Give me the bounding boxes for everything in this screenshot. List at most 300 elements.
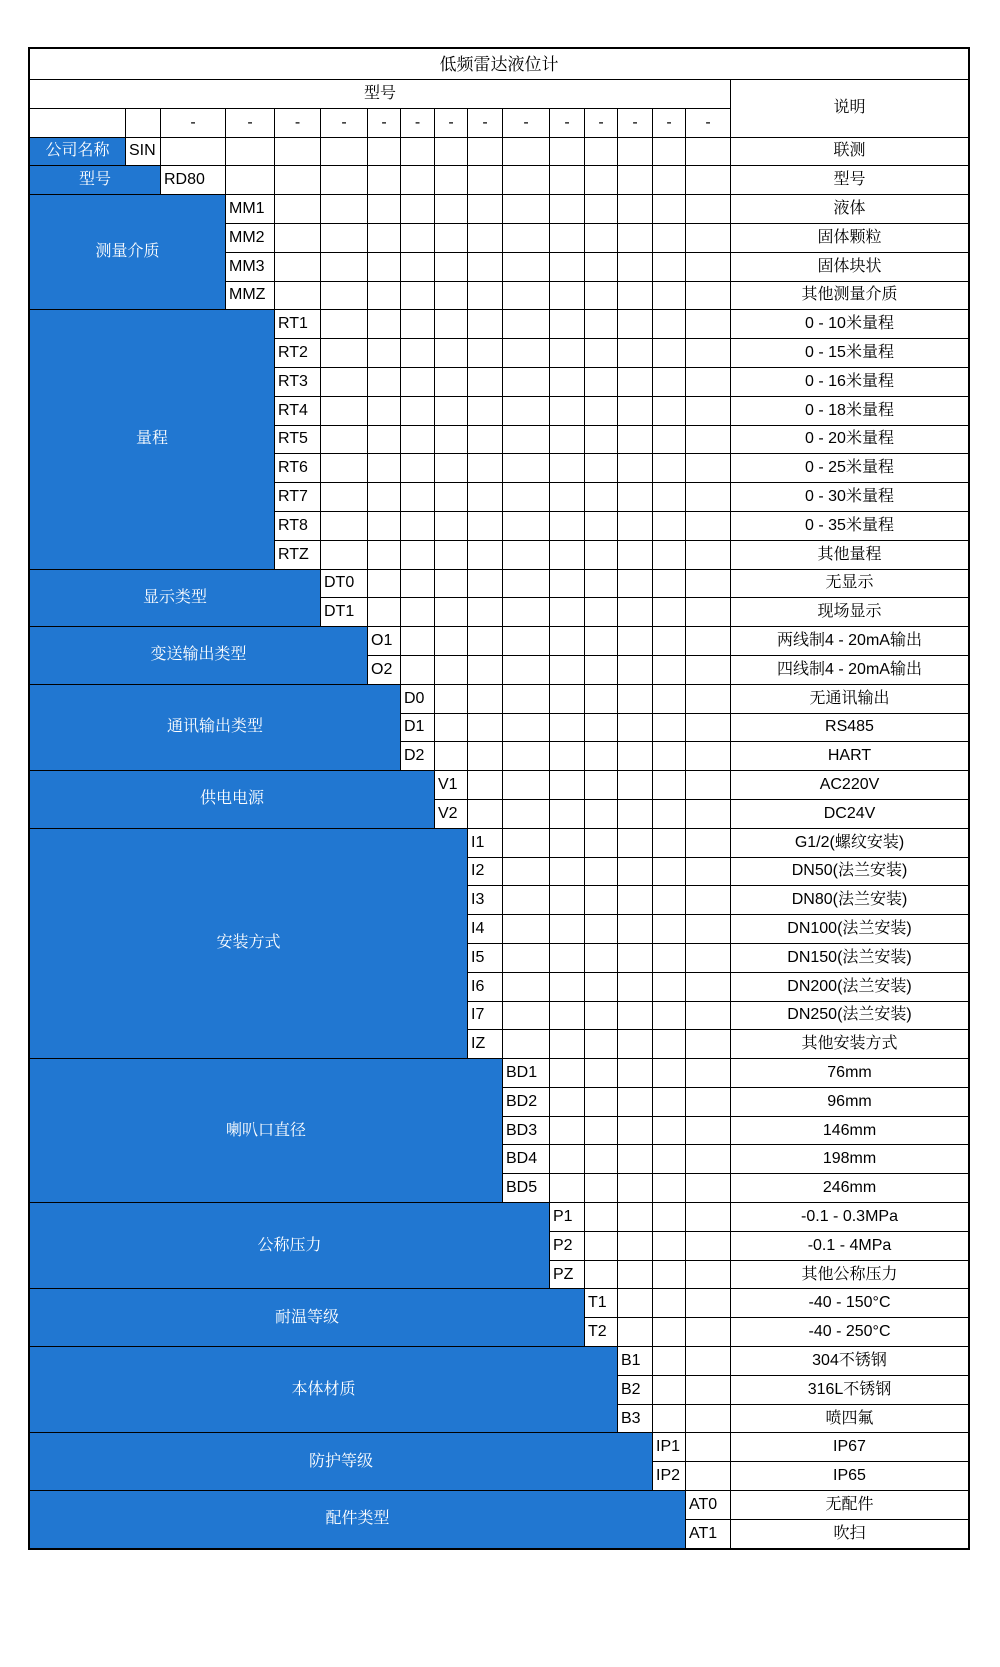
empty-cell xyxy=(585,397,617,425)
empty-cell xyxy=(618,166,652,194)
description-cell: 其他测量介质 xyxy=(731,282,968,310)
empty-cell xyxy=(226,166,274,194)
empty-cell xyxy=(550,1002,584,1030)
empty-cell xyxy=(585,339,617,367)
code-cell: MM1 xyxy=(226,195,274,223)
empty-cell xyxy=(585,282,617,310)
empty-cell xyxy=(321,195,367,223)
empty-cell xyxy=(686,426,730,454)
empty-cell xyxy=(653,1318,685,1346)
empty-cell xyxy=(550,426,584,454)
empty-cell xyxy=(618,426,652,454)
empty-cell xyxy=(503,858,549,886)
empty-cell xyxy=(686,1318,730,1346)
empty-cell xyxy=(321,138,367,166)
empty-cell xyxy=(368,339,400,367)
empty-cell xyxy=(686,397,730,425)
empty-cell xyxy=(503,771,549,799)
empty-cell xyxy=(585,598,617,626)
code-cell: RT4 xyxy=(275,397,320,425)
empty-cell xyxy=(503,800,549,828)
empty-cell xyxy=(401,224,434,252)
empty-cell xyxy=(401,310,434,338)
empty-cell xyxy=(401,598,434,626)
empty-cell xyxy=(468,598,502,626)
empty-cell xyxy=(585,512,617,540)
description-cell: 198mm xyxy=(731,1145,968,1173)
empty-cell xyxy=(653,512,685,540)
empty-cell xyxy=(618,858,652,886)
description-cell: 其他公称压力 xyxy=(731,1261,968,1289)
dash-cell: - xyxy=(226,109,274,137)
empty-cell xyxy=(368,397,400,425)
empty-cell xyxy=(321,512,367,540)
empty-cell xyxy=(585,1088,617,1116)
empty-cell xyxy=(618,829,652,857)
empty-cell xyxy=(435,426,467,454)
dash-row-label-spacer xyxy=(30,109,125,137)
empty-cell xyxy=(686,1117,730,1145)
section-label-6: 通讯输出类型 xyxy=(30,685,400,770)
description-cell: DN250(法兰安装) xyxy=(731,1002,968,1030)
empty-cell xyxy=(468,310,502,338)
empty-cell xyxy=(686,483,730,511)
empty-cell xyxy=(401,339,434,367)
empty-cell xyxy=(550,685,584,713)
description-cell: 0 - 35米量程 xyxy=(731,512,968,540)
description-cell: 0 - 25米量程 xyxy=(731,454,968,482)
empty-cell xyxy=(401,570,434,598)
code-cell: I5 xyxy=(468,944,502,972)
empty-cell xyxy=(401,541,434,569)
description-cell: DN200(法兰安装) xyxy=(731,973,968,1001)
empty-cell xyxy=(618,627,652,655)
dash-cell: - xyxy=(653,109,685,137)
empty-cell xyxy=(653,598,685,626)
empty-cell xyxy=(618,224,652,252)
empty-cell xyxy=(686,1002,730,1030)
empty-cell xyxy=(585,973,617,1001)
empty-cell xyxy=(401,397,434,425)
empty-cell xyxy=(618,368,652,396)
empty-cell xyxy=(503,138,549,166)
empty-cell xyxy=(401,627,434,655)
description-cell: DN150(法兰安装) xyxy=(731,944,968,972)
dash-cell: - xyxy=(401,109,434,137)
empty-cell xyxy=(585,627,617,655)
empty-cell xyxy=(686,253,730,281)
empty-cell xyxy=(435,656,467,684)
empty-cell xyxy=(585,1232,617,1260)
section-label-7: 供电电源 xyxy=(30,771,434,828)
empty-cell xyxy=(653,339,685,367)
empty-cell xyxy=(503,598,549,626)
empty-cell xyxy=(618,656,652,684)
empty-cell xyxy=(653,1088,685,1116)
code-cell: O2 xyxy=(368,656,400,684)
empty-cell xyxy=(686,368,730,396)
empty-cell xyxy=(550,1059,584,1087)
empty-cell xyxy=(618,138,652,166)
code-cell: RTZ xyxy=(275,541,320,569)
empty-cell xyxy=(368,598,400,626)
section-label-1: 型号 xyxy=(30,166,160,194)
empty-cell xyxy=(585,454,617,482)
empty-cell xyxy=(585,483,617,511)
empty-cell xyxy=(401,656,434,684)
empty-cell xyxy=(550,829,584,857)
description-cell: -40 - 250°C xyxy=(731,1318,968,1346)
empty-cell xyxy=(401,253,434,281)
code-cell: P1 xyxy=(550,1203,584,1231)
empty-cell xyxy=(321,310,367,338)
code-cell: RT3 xyxy=(275,368,320,396)
empty-cell xyxy=(368,195,400,223)
empty-cell xyxy=(686,915,730,943)
empty-cell xyxy=(503,512,549,540)
code-cell: I3 xyxy=(468,886,502,914)
description-cell: 固体颗粒 xyxy=(731,224,968,252)
empty-cell xyxy=(686,1405,730,1433)
empty-cell xyxy=(401,195,434,223)
code-cell: B2 xyxy=(618,1376,652,1404)
code-cell: BD3 xyxy=(503,1117,549,1145)
code-cell: BD4 xyxy=(503,1145,549,1173)
empty-cell xyxy=(653,1203,685,1231)
dash-cell: - xyxy=(468,109,502,137)
empty-cell xyxy=(435,627,467,655)
empty-cell xyxy=(686,282,730,310)
empty-cell xyxy=(686,1030,730,1058)
empty-cell xyxy=(653,1059,685,1087)
empty-cell xyxy=(618,570,652,598)
section-label-8: 安装方式 xyxy=(30,829,467,1058)
code-cell: RT8 xyxy=(275,512,320,540)
empty-cell xyxy=(435,483,467,511)
empty-cell xyxy=(503,368,549,396)
empty-cell xyxy=(618,1030,652,1058)
code-cell: DT1 xyxy=(321,598,367,626)
empty-cell xyxy=(161,138,225,166)
description-cell: 0 - 15米量程 xyxy=(731,339,968,367)
empty-cell xyxy=(435,310,467,338)
empty-cell xyxy=(468,483,502,511)
empty-cell xyxy=(401,368,434,396)
empty-cell xyxy=(435,742,467,770)
empty-cell xyxy=(468,541,502,569)
empty-cell xyxy=(435,138,467,166)
empty-cell xyxy=(435,195,467,223)
code-cell: DT0 xyxy=(321,570,367,598)
code-cell: IP2 xyxy=(653,1462,685,1490)
empty-cell xyxy=(368,368,400,396)
empty-cell xyxy=(550,195,584,223)
empty-cell xyxy=(618,1174,652,1202)
empty-cell xyxy=(503,339,549,367)
empty-cell xyxy=(468,282,502,310)
empty-cell xyxy=(653,1174,685,1202)
code-cell: V2 xyxy=(435,800,467,828)
empty-cell xyxy=(435,339,467,367)
description-cell: -0.1 - 0.3MPa xyxy=(731,1203,968,1231)
description-cell: 喷四氟 xyxy=(731,1405,968,1433)
empty-cell xyxy=(686,1059,730,1087)
empty-cell xyxy=(550,915,584,943)
empty-cell xyxy=(550,166,584,194)
empty-cell xyxy=(585,310,617,338)
dash-cell: - xyxy=(435,109,467,137)
empty-cell xyxy=(686,1289,730,1317)
empty-cell xyxy=(435,253,467,281)
dash-cell: - xyxy=(686,109,730,137)
empty-cell xyxy=(653,397,685,425)
empty-cell xyxy=(686,944,730,972)
empty-cell xyxy=(401,483,434,511)
empty-cell xyxy=(585,570,617,598)
code-cell: PZ xyxy=(550,1261,584,1289)
empty-cell xyxy=(550,742,584,770)
empty-cell xyxy=(653,195,685,223)
empty-cell xyxy=(368,310,400,338)
empty-cell xyxy=(401,454,434,482)
empty-cell xyxy=(275,253,320,281)
empty-cell xyxy=(585,829,617,857)
empty-cell xyxy=(503,829,549,857)
code-cell: I6 xyxy=(468,973,502,1001)
section-label-2: 测量介质 xyxy=(30,195,225,309)
empty-cell xyxy=(550,541,584,569)
empty-cell xyxy=(618,685,652,713)
empty-cell xyxy=(618,483,652,511)
empty-cell xyxy=(686,1261,730,1289)
code-cell: BD1 xyxy=(503,1059,549,1087)
empty-cell xyxy=(585,771,617,799)
empty-cell xyxy=(653,1232,685,1260)
empty-cell xyxy=(401,512,434,540)
empty-cell xyxy=(585,1145,617,1173)
empty-cell xyxy=(585,944,617,972)
empty-cell xyxy=(686,541,730,569)
description-cell: 146mm xyxy=(731,1117,968,1145)
empty-cell xyxy=(686,627,730,655)
code-cell: AT1 xyxy=(686,1520,730,1548)
empty-cell xyxy=(435,224,467,252)
description-cell: 型号 xyxy=(731,166,968,194)
empty-cell xyxy=(653,800,685,828)
code-cell: D2 xyxy=(401,742,434,770)
dash-cell: - xyxy=(503,109,549,137)
section-label-11: 耐温等级 xyxy=(30,1289,584,1346)
empty-cell xyxy=(585,1117,617,1145)
empty-cell xyxy=(550,310,584,338)
code-cell: RT6 xyxy=(275,454,320,482)
empty-cell xyxy=(435,368,467,396)
empty-cell xyxy=(468,397,502,425)
empty-cell xyxy=(585,541,617,569)
empty-cell xyxy=(618,195,652,223)
empty-cell xyxy=(550,339,584,367)
empty-cell xyxy=(585,224,617,252)
empty-cell xyxy=(585,1174,617,1202)
empty-cell xyxy=(686,800,730,828)
empty-cell xyxy=(550,973,584,1001)
empty-cell xyxy=(468,685,502,713)
empty-cell xyxy=(686,339,730,367)
empty-cell xyxy=(653,454,685,482)
description-cell: 246mm xyxy=(731,1174,968,1202)
empty-cell xyxy=(653,858,685,886)
code-cell: RT5 xyxy=(275,426,320,454)
description-cell: AC220V xyxy=(731,771,968,799)
empty-cell xyxy=(435,166,467,194)
empty-cell xyxy=(368,512,400,540)
empty-cell xyxy=(618,598,652,626)
empty-cell xyxy=(686,1232,730,1260)
empty-cell xyxy=(686,771,730,799)
empty-cell xyxy=(368,541,400,569)
empty-cell xyxy=(321,397,367,425)
description-cell: 0 - 20米量程 xyxy=(731,426,968,454)
code-cell: T2 xyxy=(585,1318,617,1346)
empty-cell xyxy=(618,282,652,310)
empty-cell xyxy=(435,541,467,569)
empty-cell xyxy=(653,368,685,396)
code-cell: I2 xyxy=(468,858,502,886)
empty-cell xyxy=(686,138,730,166)
description-cell: DC24V xyxy=(731,800,968,828)
empty-cell xyxy=(503,1030,549,1058)
empty-cell xyxy=(653,310,685,338)
empty-cell xyxy=(653,771,685,799)
empty-cell xyxy=(550,253,584,281)
empty-cell xyxy=(686,454,730,482)
empty-cell xyxy=(618,771,652,799)
empty-cell xyxy=(435,714,467,742)
empty-cell xyxy=(686,166,730,194)
description-cell: 无通讯输出 xyxy=(731,685,968,713)
empty-cell xyxy=(503,397,549,425)
empty-cell xyxy=(321,426,367,454)
empty-cell xyxy=(653,1405,685,1433)
empty-cell xyxy=(503,656,549,684)
empty-cell xyxy=(401,282,434,310)
table-title: 低频雷达液位计 xyxy=(30,49,968,79)
code-cell: RT1 xyxy=(275,310,320,338)
description-cell: 96mm xyxy=(731,1088,968,1116)
empty-cell xyxy=(653,1347,685,1375)
empty-cell xyxy=(435,397,467,425)
empty-cell xyxy=(435,570,467,598)
code-cell: P2 xyxy=(550,1232,584,1260)
description-cell: 0 - 16米量程 xyxy=(731,368,968,396)
empty-cell xyxy=(468,138,502,166)
empty-cell xyxy=(618,944,652,972)
code-cell: MM2 xyxy=(226,224,274,252)
empty-cell xyxy=(686,512,730,540)
empty-cell xyxy=(618,339,652,367)
empty-cell xyxy=(585,1203,617,1231)
empty-cell xyxy=(653,282,685,310)
empty-cell xyxy=(585,742,617,770)
code-cell: BD5 xyxy=(503,1174,549,1202)
code-cell: BD2 xyxy=(503,1088,549,1116)
empty-cell xyxy=(321,541,367,569)
empty-cell xyxy=(585,253,617,281)
empty-cell xyxy=(686,1203,730,1231)
empty-cell xyxy=(321,166,367,194)
empty-cell xyxy=(686,742,730,770)
empty-cell xyxy=(618,886,652,914)
description-cell: IP65 xyxy=(731,1462,968,1490)
description-cell: DN50(法兰安装) xyxy=(731,858,968,886)
empty-cell xyxy=(585,1059,617,1087)
empty-cell xyxy=(368,138,400,166)
empty-cell xyxy=(653,627,685,655)
empty-cell xyxy=(618,800,652,828)
code-cell: RT2 xyxy=(275,339,320,367)
empty-cell xyxy=(585,1261,617,1289)
empty-cell xyxy=(618,454,652,482)
empty-cell xyxy=(368,166,400,194)
empty-cell xyxy=(321,483,367,511)
empty-cell xyxy=(686,1088,730,1116)
empty-cell xyxy=(435,685,467,713)
empty-cell xyxy=(550,368,584,396)
description-cell: 四线制4 - 20mA输出 xyxy=(731,656,968,684)
empty-cell xyxy=(618,512,652,540)
empty-cell xyxy=(550,224,584,252)
empty-cell xyxy=(503,454,549,482)
description-cell: 316L不锈钢 xyxy=(731,1376,968,1404)
code-cell: I4 xyxy=(468,915,502,943)
empty-cell xyxy=(686,195,730,223)
empty-cell xyxy=(585,1030,617,1058)
empty-cell xyxy=(468,570,502,598)
empty-cell xyxy=(275,138,320,166)
empty-cell xyxy=(618,1261,652,1289)
empty-cell xyxy=(653,714,685,742)
empty-cell xyxy=(585,915,617,943)
empty-cell xyxy=(368,570,400,598)
empty-cell xyxy=(468,512,502,540)
description-cell: 无配件 xyxy=(731,1491,968,1519)
empty-cell xyxy=(503,253,549,281)
code-cell: V1 xyxy=(435,771,467,799)
empty-cell xyxy=(503,742,549,770)
code-cell: D0 xyxy=(401,685,434,713)
empty-cell xyxy=(653,1002,685,1030)
empty-cell xyxy=(618,1203,652,1231)
empty-cell xyxy=(550,598,584,626)
empty-cell xyxy=(618,310,652,338)
code-cell: SIN xyxy=(126,138,160,166)
description-cell: 304不锈钢 xyxy=(731,1347,968,1375)
code-cell: D1 xyxy=(401,714,434,742)
empty-cell xyxy=(585,656,617,684)
description-column-header: 说明 xyxy=(731,80,968,137)
empty-cell xyxy=(585,166,617,194)
empty-cell xyxy=(686,1145,730,1173)
empty-cell xyxy=(653,915,685,943)
empty-cell xyxy=(275,282,320,310)
code-cell: RT7 xyxy=(275,483,320,511)
empty-cell xyxy=(585,800,617,828)
empty-cell xyxy=(618,973,652,1001)
empty-cell xyxy=(468,339,502,367)
empty-cell xyxy=(550,656,584,684)
empty-cell xyxy=(618,253,652,281)
empty-cell xyxy=(321,224,367,252)
